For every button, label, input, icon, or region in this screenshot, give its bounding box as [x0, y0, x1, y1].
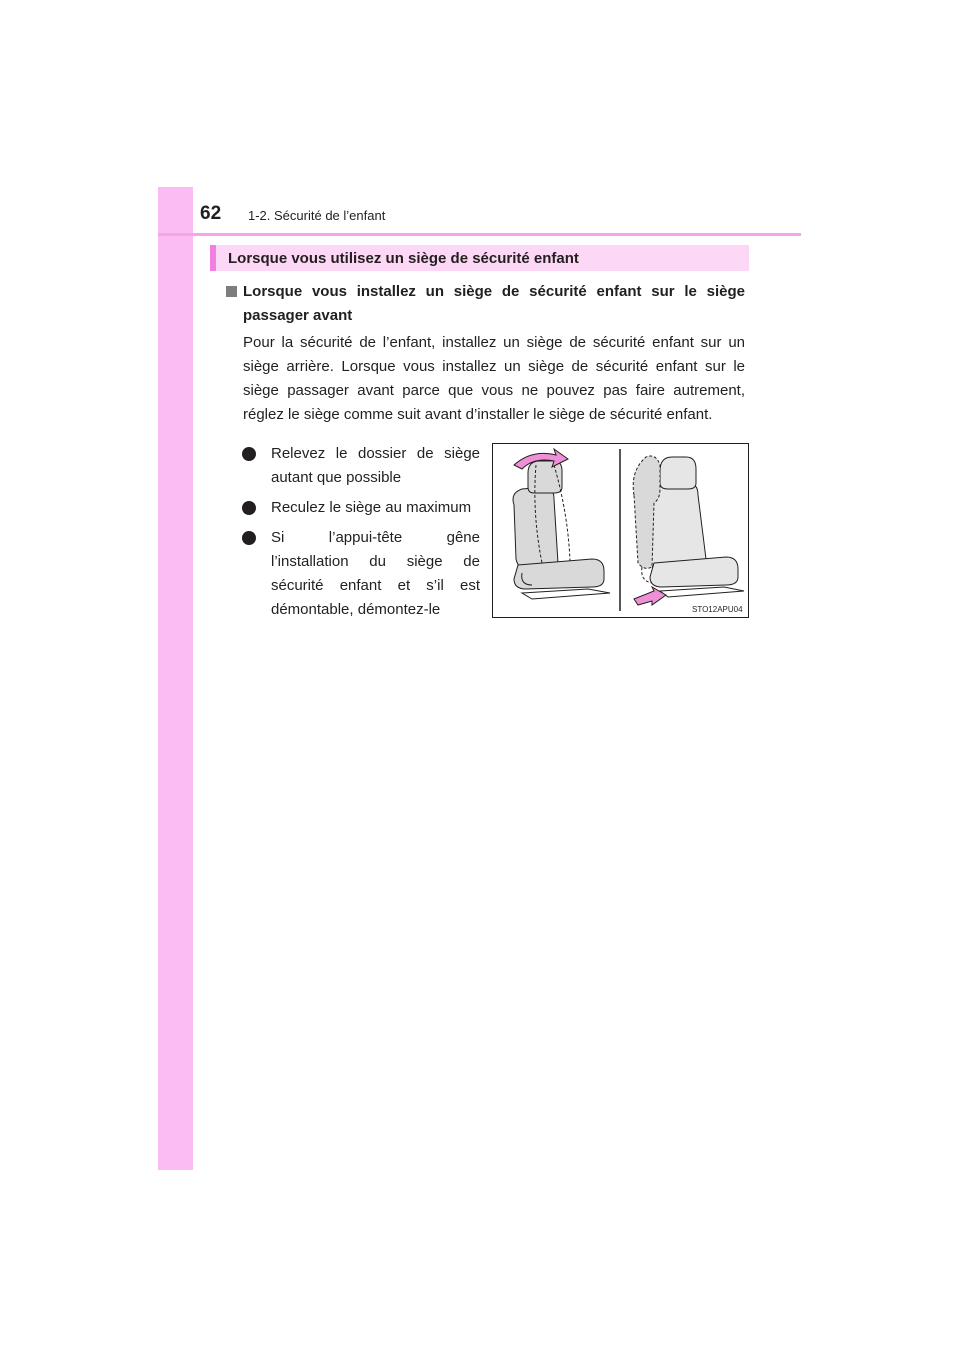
list-item — [242, 442, 480, 490]
list-item-text: Reculez le siège au maximum — [271, 499, 472, 516]
instruction-list — [242, 442, 480, 628]
figure-code: STO12APU04 — [692, 605, 743, 614]
list-item — [242, 496, 480, 520]
square-bullet-icon — [226, 286, 237, 297]
chapter-title: 1-2. Sécurité de l’enfant — [248, 208, 386, 223]
subsection-heading: Lorsque vous installez un siège de sécurité enfant sur le siège passager avant — [243, 283, 745, 324]
header-divider — [158, 233, 801, 236]
section-heading — [210, 245, 749, 271]
bullet-dot-icon — [242, 447, 256, 461]
list-item — [242, 526, 480, 622]
body-paragraph: Pour la sécurité de l’enfant, installez un siège de sécurité enfant sur un siège arrière. Lorsque vous installez un siège de sécurité enfant sur le siège passager avant parce que vous ne pouvez pas faire autrement, réglez le siège comme suit avant d’installer le siège de sécurité enfant. — [243, 334, 745, 423]
list-item-text: Si l’appui-tête gêne l’installation du siège de sécurité enfant et s’il est démontable, démontez-le — [271, 529, 480, 618]
page-number: 62 — [200, 203, 222, 224]
seat-adjustment-illustration — [492, 443, 749, 618]
bullet-dot-icon — [242, 501, 256, 515]
list-item-text: Relevez le dossier de siège autant que possible — [271, 445, 480, 486]
side-tab-band — [158, 187, 193, 1170]
bullet-dot-icon — [242, 531, 256, 545]
seat-illustration-svg — [492, 443, 749, 618]
section-title: Lorsque vous utilisez un siège de sécurité enfant — [228, 250, 579, 267]
